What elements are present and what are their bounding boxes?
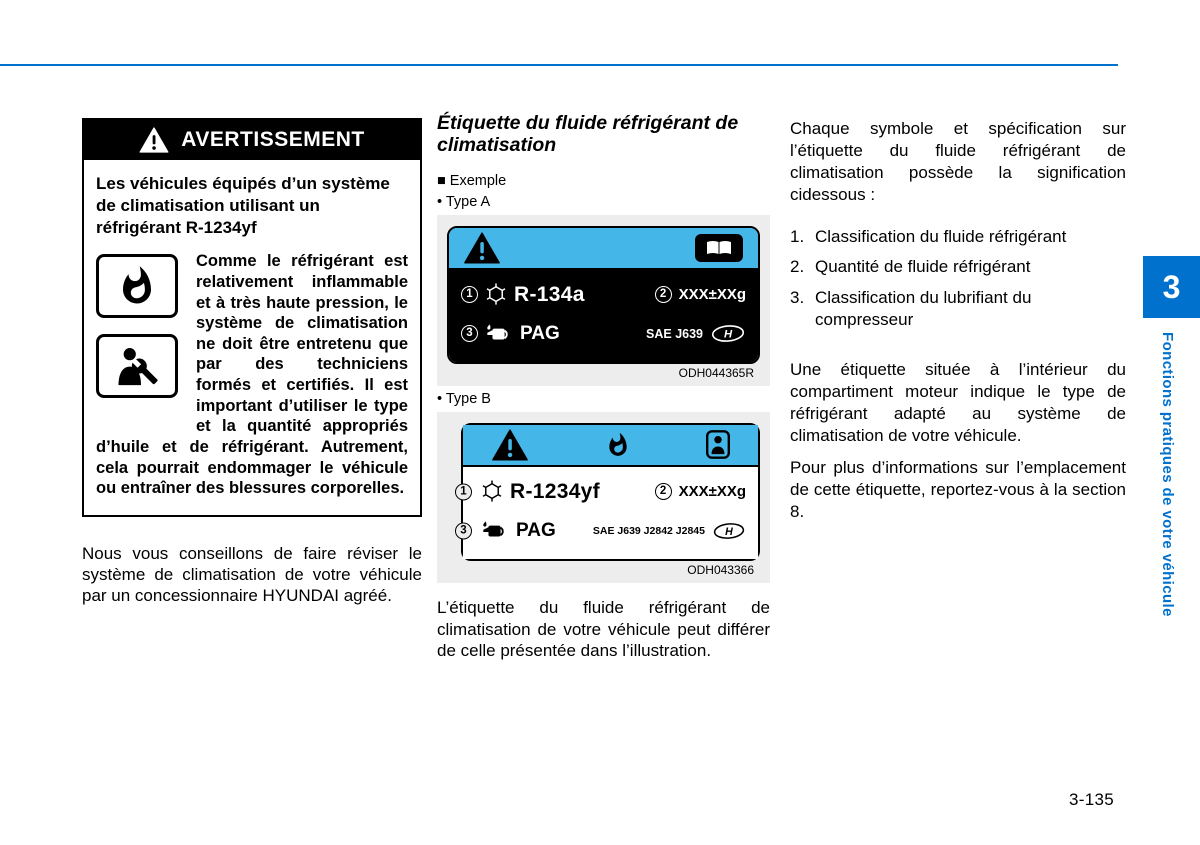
legend-intro: Chaque symbole et spécification sur l’étiquette du fluide réfrigérant de climatisation possède la signification cidessous : xyxy=(790,119,1126,205)
warning-title: AVERTISSEMENT xyxy=(181,128,365,151)
middle-column xyxy=(437,112,770,662)
list-item xyxy=(790,256,1126,278)
label-a-body xyxy=(449,270,758,362)
warning-text: Comme le réfrigérant est relativement inflammable et à très haute pression, le système de climatisation ne doit être entretenu que par des techniciens formés et certifiés. Il est important d’utiliser le type et la quantité appropriés d’huile et de réfrigérant. Autrement, cela pourrait endommager le véhicule ou entraîner des blessures corporelles. xyxy=(96,252,408,498)
oil-can-icon xyxy=(481,520,509,541)
svg-text:H: H xyxy=(725,525,733,538)
label-a-row-1 xyxy=(461,279,746,311)
marker-1: 1 xyxy=(461,286,478,303)
refrigerant-type: R-1234yf xyxy=(510,479,600,503)
sae-standard: SAE J639 J2842 J2845 xyxy=(592,524,705,537)
flame-icon xyxy=(605,431,631,459)
label-b-band xyxy=(463,425,758,467)
label-a-illustration xyxy=(437,215,770,386)
technician-icon xyxy=(96,334,178,398)
list-item xyxy=(790,287,1126,331)
label-a-row-2 xyxy=(461,318,746,350)
marker-1: 1 xyxy=(455,483,472,500)
label-b-row-1 xyxy=(460,476,746,508)
label-b-row-2 xyxy=(460,515,746,547)
refrigerant-label-a xyxy=(447,226,760,364)
hazard-triangle-icon xyxy=(491,429,529,461)
list-text: Classification du fluide réfrigérant xyxy=(815,227,1067,247)
chapter-side-label: Fonctions pratiques de votre véhicule xyxy=(1159,332,1176,617)
marker-2: 2 xyxy=(655,286,672,303)
molecule-icon xyxy=(485,282,507,307)
warning-header xyxy=(84,120,420,160)
compressor-oil-type: PAG xyxy=(520,322,560,344)
list-text: Quantité de fluide réfrigérant xyxy=(815,257,1031,277)
warning-pictograms xyxy=(96,254,184,414)
molecule-icon xyxy=(481,479,503,504)
type-a-label: • Type A xyxy=(437,193,491,210)
list-number: 3. xyxy=(790,287,805,307)
compressor-oil-type: PAG xyxy=(516,519,556,541)
marker-3: 3 xyxy=(461,325,478,342)
refrigerant-label-b xyxy=(461,423,760,561)
marker-3: 3 xyxy=(455,522,472,539)
label-b-illustration xyxy=(437,412,770,583)
engine-label-paragraph: Une étiquette située à l’intérieur du compartiment moteur indique le type de réfrigérant adapté au système de climatisation de votre véhicule. xyxy=(790,359,1126,446)
hazard-triangle-icon xyxy=(463,232,501,264)
technician-badge-icon xyxy=(706,430,730,459)
label-b-body xyxy=(460,467,758,559)
service-manual-icon xyxy=(694,233,744,263)
type-b-label: • Type B xyxy=(437,390,491,407)
figure-code-b: ODH043366 xyxy=(687,562,754,577)
warning-intro: Les véhicules équipés d’un système de climatisation utilisant un réfrigérant R-1234yf xyxy=(96,174,390,237)
label-disclaimer: L’étiquette du fluide réfrigérant de climatisation de votre véhicule peut différer de celle présentée dans l’illustration. xyxy=(437,597,770,661)
example-label: ■ Exemple xyxy=(437,172,507,189)
hyundai-logo xyxy=(712,522,746,540)
marker-2: 2 xyxy=(655,483,672,500)
right-column xyxy=(790,118,1126,523)
section-reference-paragraph: Pour plus d’informations sur l’emplacement de cette étiquette, reportez-vous à la section 8. xyxy=(790,458,1126,522)
list-number: 2. xyxy=(790,257,805,277)
dealer-advice-paragraph: Nous vous conseillons de faire réviser le système de climatisation de votre véhicule par un concessionnaire HYUNDAI agréé. xyxy=(82,543,422,606)
refrigerant-quantity: XXX±XXg xyxy=(678,286,746,304)
sae-standard: SAE J639 xyxy=(646,326,703,341)
list-text: Classification du lubrifiant du compresseur xyxy=(815,287,1032,329)
refrigerant-type: R-134a xyxy=(514,282,585,306)
hyundai-logo xyxy=(710,324,746,343)
refrigerant-quantity: XXX±XXg xyxy=(678,483,746,501)
svg-text:H: H xyxy=(723,328,733,341)
oil-can-icon xyxy=(485,323,513,344)
label-a-band xyxy=(449,228,758,270)
legend-list xyxy=(790,226,1126,330)
list-number: 1. xyxy=(790,227,805,247)
left-column xyxy=(82,118,422,607)
figure-code-a: ODH044365R xyxy=(678,365,754,380)
warning-body xyxy=(84,160,420,515)
chapter-number: 3 xyxy=(1162,268,1181,305)
warning-box xyxy=(82,118,422,517)
chapter-tab xyxy=(1143,256,1200,318)
warning-triangle-icon xyxy=(139,127,169,153)
section-title: Étiquette du fluide réfrigérant de climatisation xyxy=(437,112,739,157)
top-rule xyxy=(0,64,1118,66)
page-number: 3-135 xyxy=(1069,790,1114,809)
flammable-icon xyxy=(96,254,178,318)
list-item xyxy=(790,226,1126,248)
